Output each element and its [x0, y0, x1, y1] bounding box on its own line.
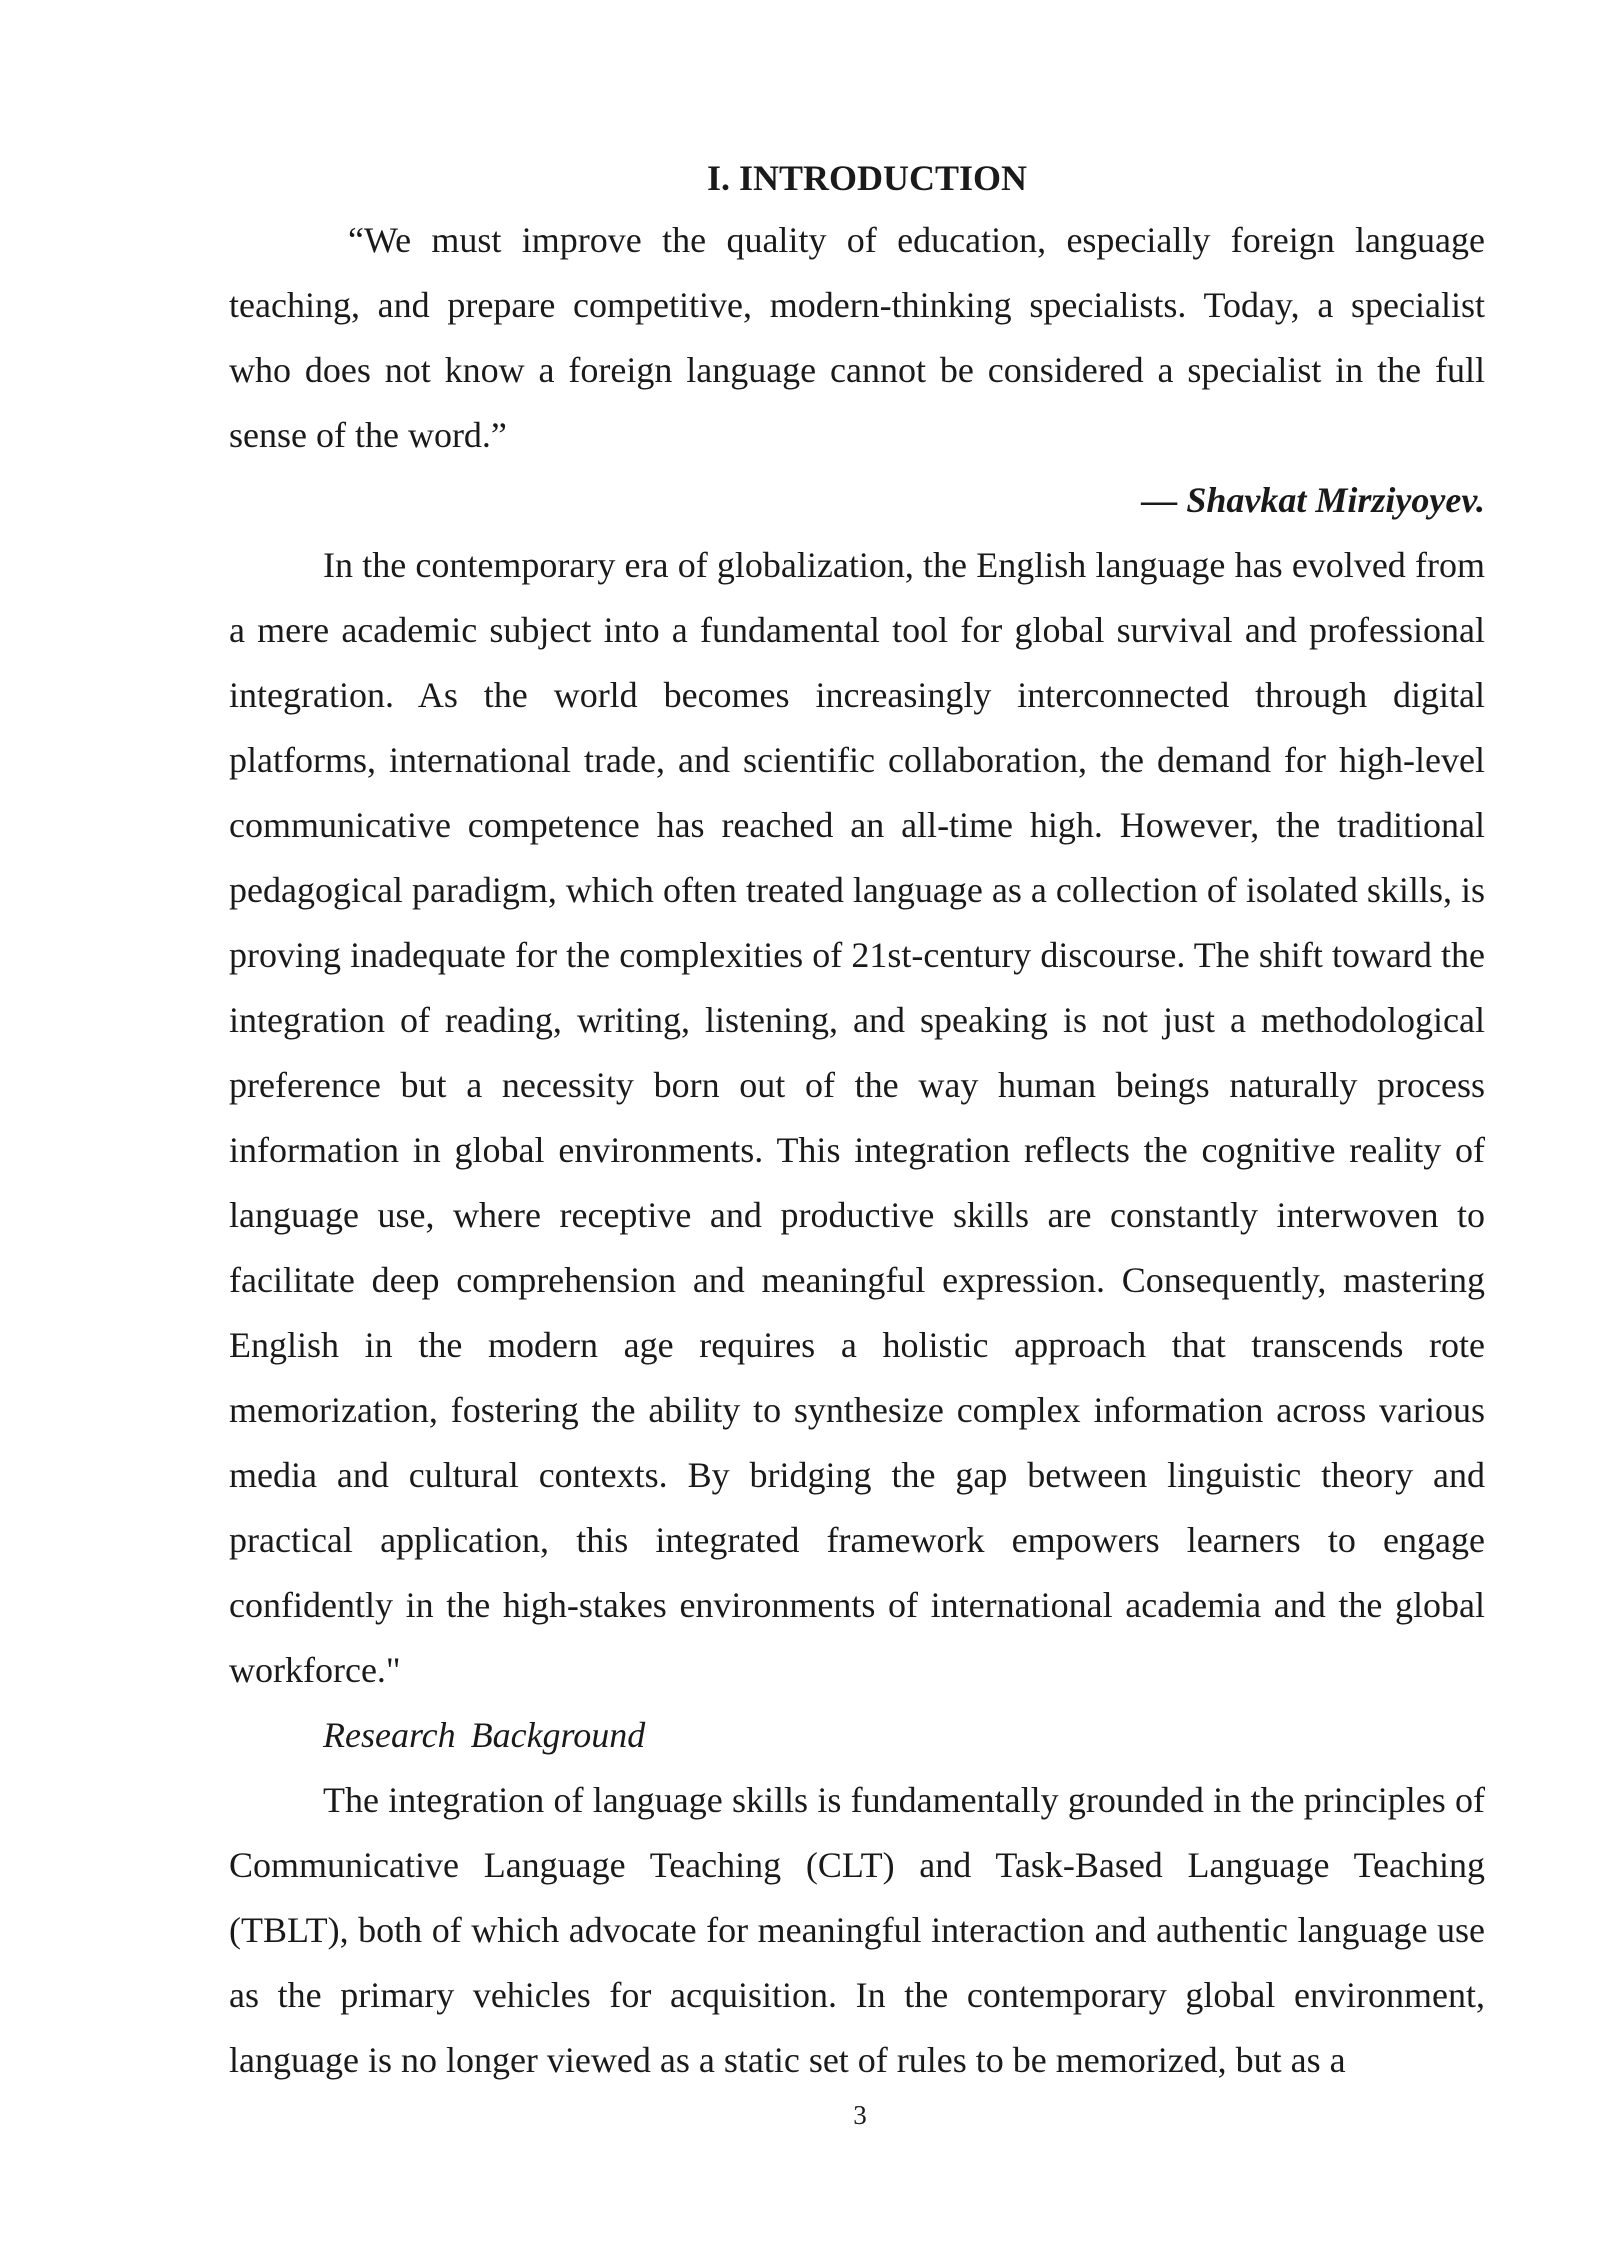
subsection-heading: Research Background: [323, 1715, 646, 1755]
page-body: [229, 148, 1485, 2093]
epigraph-quote: “We must improve the quality of education, especially foreign language teaching, and prepare competitive, modern-thinking specialists. Today, a specialist who does not know a foreign language cannot be considered a specialist in the full sense of the word.”: [229, 220, 1485, 455]
page-number: 3: [853, 2100, 867, 2130]
epigraph-attribution: — Shavkat Mirziyoyev.: [1141, 480, 1485, 520]
section-heading: I. INTRODUCTION: [706, 158, 1028, 198]
body-paragraph: In the contemporary era of globalization, the English language has evolved from a mere academic subject into a fundamental tool for global survival and professional integration. As the world becomes increasingly interconnected through digital platforms, international trade, and scientific collaboration, the demand for high-level communicative competence has reached an all-time high. However, the traditional pedagogical paradigm, which often treated language as a collection of isolated skills, is proving inadequate for the complexities of 21st-century discourse. The shift toward the integration of reading, writing, listening, and speaking is not just a methodological preference but a necessity born out of the way human beings naturally process information in global environments. This integration reflects the cognitive reality of language use, where receptive and productive skills are constantly interwoven to facilitate deep comprehension and meaningful expression. Consequently, mastering English in the modern age requires a holistic approach that transcends rote memorization, fostering the ability to synthesize complex information across various media and cultural contexts. By bridging the gap between linguistic theory and practical application, this integrated framework empowers learners to engage confidently in the high-stakes environments of international academia and the global workforce.": [229, 545, 1485, 1690]
body-paragraph: The integration of language skills is fundamentally grounded in the principles of Communicative Language Teaching (CLT) and Task-Based Language Teaching (TBLT), both of which advocate for meaningful interaction and authentic language use as the primary vehicles for acquisition. In the contemporary global environment, language is no longer viewed as a static set of rules to be memorized, but as a: [229, 1780, 1485, 2080]
